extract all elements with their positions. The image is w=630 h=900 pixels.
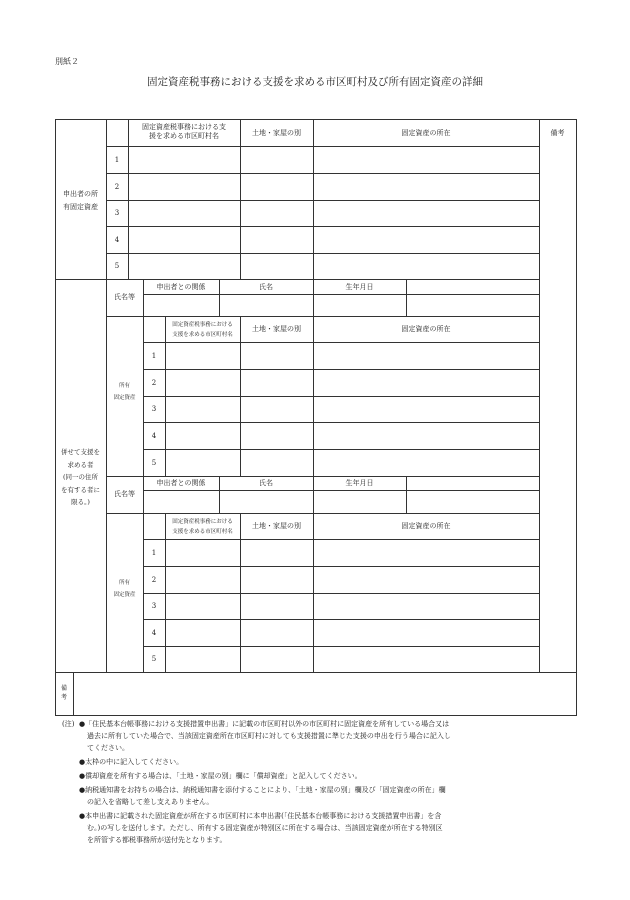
row-number: 5: [151, 459, 157, 467]
name-header: 氏名: [259, 283, 273, 291]
row-number: 2: [151, 576, 157, 584]
note-5: ●本申出書に記載された固定資産が所在する市区町村に本申出書(「住民基本台帳事務における支援措置申出書」を含: [79, 812, 442, 820]
owned-assets-label: 所有 固定資産: [113, 580, 136, 598]
sub-header-location: 固定資産の所在: [401, 522, 451, 530]
sub-header-location: 固定資産の所在: [401, 325, 451, 333]
sub-header-office: 固定資産税事務における 支援を求める市区町村名: [172, 322, 233, 338]
attachment-tag: 別紙２: [55, 57, 79, 66]
birth-date-header: 生年月日: [345, 479, 374, 487]
note-4-cont: の記入を省略して差し支えありません。: [87, 798, 214, 806]
row-number: 1: [151, 352, 157, 360]
row-number: 3: [151, 405, 157, 413]
column-header-location: 固定資産の所在: [401, 129, 451, 137]
column-header-type: 土地・家屋の別: [252, 129, 301, 137]
row-number: 4: [114, 236, 120, 244]
name-header: 氏名: [259, 479, 273, 487]
row-number: 4: [151, 629, 157, 637]
name-etc-label: 氏名等: [114, 490, 135, 498]
row-number: 5: [151, 655, 157, 663]
row-number: 2: [151, 379, 157, 387]
note-4: ●納税通知書をお持ちの場合は、納税通知書を添付することにより、「土地・家屋の別」欄及び「固定資産の所在」欄: [79, 786, 446, 794]
row-number: 3: [151, 602, 157, 610]
row-number: 3: [114, 209, 120, 217]
row-number: 1: [151, 549, 157, 557]
note-1: ●「住民基本台帳事務における支援措置申出書」に記載の市区町村以外の市区町村に固定資産を所有している場合又は: [79, 720, 450, 728]
sub-header-type: 土地・家屋の別: [252, 522, 301, 530]
note-2: ●太枠の中に記入してください。: [79, 758, 184, 766]
relation-header: 申出者との関係: [156, 283, 206, 291]
sub-header-office: 固定資産税事務における 支援を求める市区町村名: [172, 519, 233, 535]
bottom-remarks-label: 備 考: [60, 685, 67, 701]
column-header-office: 固定資産税事務における支 援を求める市区町村名: [142, 123, 226, 140]
applicant-assets-label: 申出者の所 有固定資産: [63, 190, 98, 211]
note-5-cont: む。)の写しを送付します。ただし、所有する固定資産が特別区に所在する場合は、当該固定資産が所在する特別区: [87, 824, 443, 832]
notes-label: (注): [62, 720, 75, 728]
owned-assets-label: 所有 固定資産: [113, 383, 136, 401]
note-3: ●償却資産を所有する場合は、「土地・家屋の別」欄に「償却資産」と記入してください。: [79, 772, 362, 780]
row-number: 4: [151, 432, 157, 440]
relation-header: 申出者との関係: [156, 479, 206, 487]
row-number: 1: [114, 156, 120, 164]
name-etc-label: 氏名等: [114, 293, 135, 301]
row-number: 2: [114, 183, 120, 191]
birth-date-header: 生年月日: [345, 283, 374, 291]
sub-header-type: 土地・家屋の別: [252, 325, 301, 333]
page-title: 固定資産税事務における支援を求める市区町村及び所有固定資産の詳細: [147, 76, 483, 88]
note-1-cont: 過去に所有していた場合で、当該固定資産所在市区町村に対しても支援措置に準じた支援の申出を行う場合に記入し: [87, 732, 451, 740]
note-1-cont: てください。: [87, 744, 129, 752]
row-number: 5: [114, 262, 120, 270]
note-5-cont: を所管する都税事務所が送付先となります。: [87, 836, 227, 844]
column-header-remarks: 備考: [550, 129, 565, 137]
joint-support-label: 併せて支援を 求める者 (同一の住所 を有する者に 限る。): [61, 448, 100, 506]
